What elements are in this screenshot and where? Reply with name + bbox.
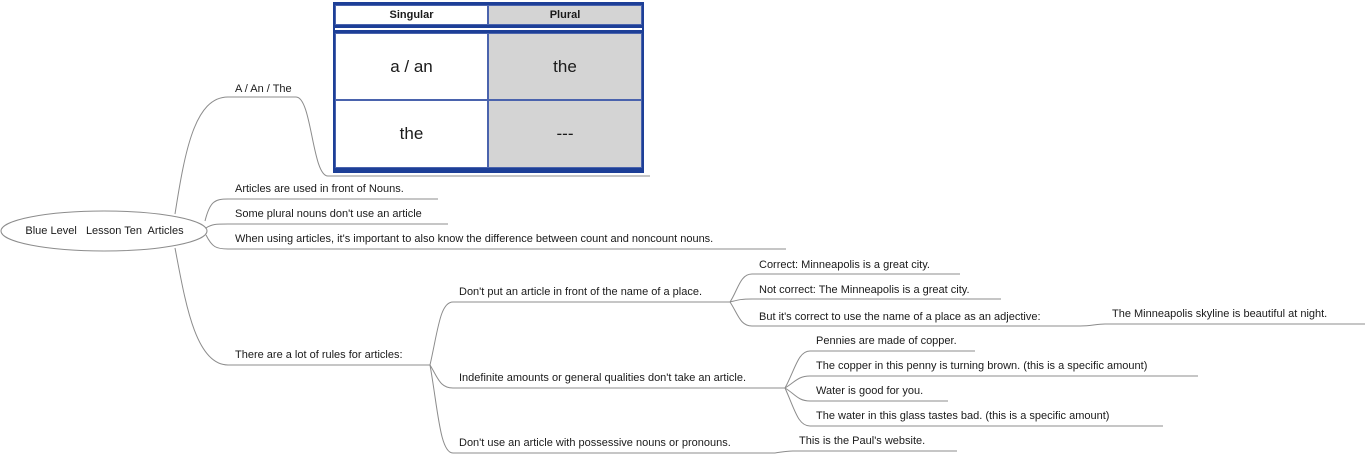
cell-row2-singular: the: [335, 100, 488, 168]
branch-used-in-front[interactable]: Articles are used in front of Nouns.: [235, 183, 404, 195]
table-separator: [335, 28, 642, 30]
branch-plural-no-article[interactable]: Some plural nouns don't use an article: [235, 208, 422, 220]
rule-possessive[interactable]: Don't use an article with possessive nouns or pronouns.: [459, 437, 731, 449]
connector-rules: [175, 248, 430, 365]
header-plural: Plural: [488, 5, 642, 25]
example-adjective[interactable]: But it's correct to use the name of a place as an adjective:: [759, 311, 1041, 323]
connector-possessive-pauls: [775, 451, 957, 453]
cell-row1-plural: the: [488, 33, 642, 100]
example-water-glass[interactable]: The water in this glass tastes bad. (this is a specific amount): [816, 410, 1110, 422]
example-adjective-sentence[interactable]: The Minneapolis skyline is beautiful at night.: [1112, 308, 1328, 320]
example-correct[interactable]: Correct: Minneapolis is a great city.: [759, 259, 930, 271]
connector-plural-no-article: [206, 224, 448, 228]
example-copper-penny[interactable]: The copper in this penny is turning brown. (this is a specific amount): [816, 360, 1148, 372]
articles-table: [333, 2, 644, 173]
rule-indefinite[interactable]: Indefinite amounts or general qualities don't take an article.: [459, 372, 747, 384]
example-pennies[interactable]: Pennies are made of copper.: [816, 335, 957, 347]
rule-place[interactable]: Don't put an article in front of the name of a place.: [459, 286, 703, 298]
connector-rule-place: [430, 302, 730, 365]
branch-rules[interactable]: There are a lot of rules for articles:: [235, 349, 403, 361]
example-pauls[interactable]: This is the Paul's website.: [799, 435, 926, 447]
branch-a-an-the[interactable]: A / An / The: [235, 83, 292, 95]
example-not-correct[interactable]: Not correct: The Minneapolis is a great city.: [759, 284, 970, 296]
cell-row2-plural: ---: [488, 100, 642, 168]
connector-place-not-correct: [730, 299, 1001, 302]
example-water-good[interactable]: Water is good for you.: [816, 385, 924, 397]
branch-count-noncount[interactable]: When using articles, it's important to also know the difference between count and noncount nouns.: [235, 233, 714, 245]
header-singular: Singular: [335, 5, 488, 25]
root-node[interactable]: Blue Level Lesson Ten Articles: [25, 225, 184, 237]
cell-row1-singular: a / an: [335, 33, 488, 100]
